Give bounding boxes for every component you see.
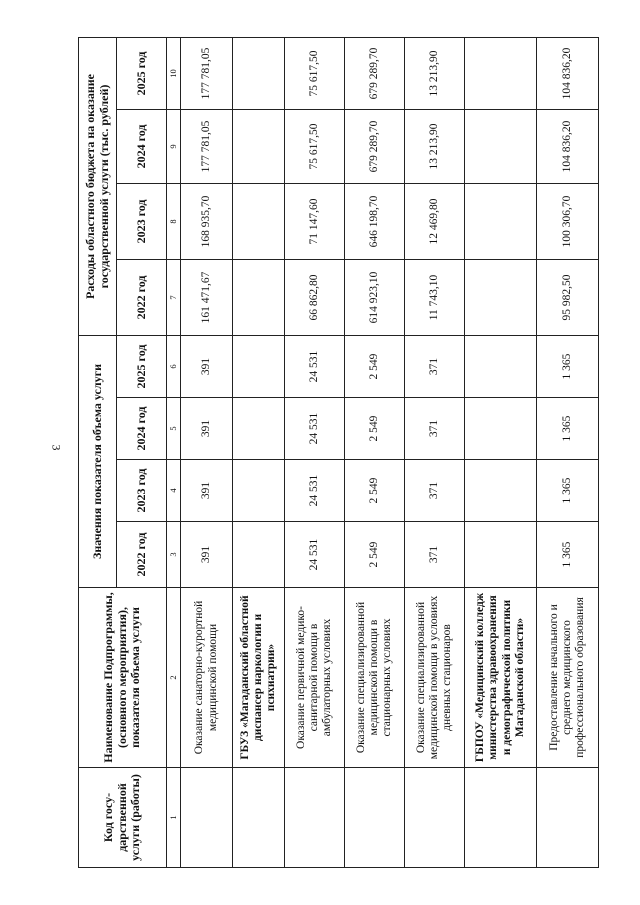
column-number: 6 (167, 335, 181, 397)
column-number: 7 (167, 259, 181, 335)
cell-v2023: 391 (181, 460, 233, 522)
cell-v2022: 24 531 (285, 522, 345, 588)
cell-v2022: 2 549 (345, 522, 405, 588)
cell-name: Предоставление начального и среднего медицинского профессионального образования (537, 588, 599, 768)
cell-b2023: 71 147,60 (285, 183, 345, 259)
column-number: 1 (167, 768, 181, 868)
header-year: 2022 год (117, 259, 167, 335)
column-number: 5 (167, 398, 181, 460)
column-number: 2 (167, 588, 181, 768)
header-year: 2025 год (117, 37, 167, 109)
cell-b2022 (233, 259, 285, 335)
cell-v2022 (465, 522, 537, 588)
table-row (405, 37, 465, 867)
cell-v2025: 2 549 (345, 335, 405, 397)
cell-v2025 (465, 335, 537, 397)
cell-code (233, 768, 285, 868)
cell-b2025: 13 213,90 (405, 37, 465, 109)
page-number: 3 (49, 444, 64, 451)
table-row (465, 37, 537, 867)
cell-b2023 (233, 183, 285, 259)
header-year: 2023 год (117, 460, 167, 522)
cell-b2025: 75 617,50 (285, 37, 345, 109)
cell-b2022: 161 471,67 (181, 259, 233, 335)
cell-b2022: 614 923,10 (345, 259, 405, 335)
table-row (181, 37, 233, 867)
header-year: 2024 год (117, 109, 167, 183)
cell-name: Оказание санаторно-курортной медицинской помощи (181, 588, 233, 768)
column-number: 10 (167, 37, 181, 109)
cell-b2022: 66 862,80 (285, 259, 345, 335)
table-row (233, 37, 285, 867)
cell-v2025 (233, 335, 285, 397)
cell-code (181, 768, 233, 868)
header-name: Наименование Подпрограммы, (основного мероприятия), показателя объема услуги (79, 588, 167, 768)
cell-code (465, 768, 537, 868)
cell-b2024 (465, 109, 537, 183)
cell-code (345, 768, 405, 868)
column-number: 9 (167, 109, 181, 183)
table-body (181, 37, 599, 867)
cell-v2024: 2 549 (345, 398, 405, 460)
cell-b2024: 177 781,05 (181, 109, 233, 183)
cell-b2023: 12 469,80 (405, 183, 465, 259)
cell-v2023 (233, 460, 285, 522)
cell-v2025: 1 365 (537, 335, 599, 397)
table-row (537, 37, 599, 867)
cell-b2025: 679 289,70 (345, 37, 405, 109)
header-year: 2023 год (117, 183, 167, 259)
cell-v2023: 371 (405, 460, 465, 522)
cell-v2024 (233, 398, 285, 460)
table-row (285, 37, 345, 867)
cell-b2024: 75 617,50 (285, 109, 345, 183)
cell-b2023: 168 935,70 (181, 183, 233, 259)
header-code: Код госу-дарственной услуги (работы) (79, 768, 167, 868)
column-number: 8 (167, 183, 181, 259)
cell-v2024: 24 531 (285, 398, 345, 460)
header-year: 2022 год (117, 522, 167, 588)
cell-v2023: 1 365 (537, 460, 599, 522)
cell-v2024: 391 (181, 398, 233, 460)
cell-name: Оказание специализированной медицинской помощи в стационарных условиях (345, 588, 405, 768)
cell-b2023 (465, 183, 537, 259)
cell-b2022: 95 982,50 (537, 259, 599, 335)
cell-v2023 (465, 460, 537, 522)
cell-name: ГБПОУ «Медицинский колледж министерства здравоохранения и демографической политики Магаданской области» (465, 588, 537, 768)
cell-v2023: 2 549 (345, 460, 405, 522)
cell-v2023: 24 531 (285, 460, 345, 522)
cell-name: Оказание специализированной медицинской помощи в условиях дневных стационаров (405, 588, 465, 768)
cell-v2022: 391 (181, 522, 233, 588)
column-number: 3 (167, 522, 181, 588)
cell-name: Оказание первичной медико-санитарной помощи в амбулаторных условиях (285, 588, 345, 768)
cell-b2025 (233, 37, 285, 109)
header-year: 2025 год (117, 335, 167, 397)
cell-code (405, 768, 465, 868)
cell-v2024: 371 (405, 398, 465, 460)
cell-code (537, 768, 599, 868)
cell-name: ГБУЗ «Магаданский областной диспансер наркологии и психиатрии» (233, 588, 285, 768)
cell-v2022 (233, 522, 285, 588)
cell-b2023: 100 306,70 (537, 183, 599, 259)
header-year: 2024 год (117, 398, 167, 460)
cell-v2024: 1 365 (537, 398, 599, 460)
cell-b2024: 104 836,20 (537, 109, 599, 183)
cell-v2024 (465, 398, 537, 460)
header-budget-group: Расходы областного бюджета на оказание государственной услуги (тыс. рублей) (79, 37, 117, 335)
cell-b2025: 177 781,05 (181, 37, 233, 109)
cell-code (285, 768, 345, 868)
cell-v2022: 371 (405, 522, 465, 588)
cell-b2024: 13 213,90 (405, 109, 465, 183)
services-table-wrapper (78, 38, 587, 868)
table-row (345, 37, 405, 867)
cell-v2025: 391 (181, 335, 233, 397)
cell-v2025: 24 531 (285, 335, 345, 397)
cell-v2025: 371 (405, 335, 465, 397)
cell-b2024: 679 289,70 (345, 109, 405, 183)
cell-b2024 (233, 109, 285, 183)
services-table (78, 37, 599, 868)
cell-b2022: 11 743,10 (405, 259, 465, 335)
column-number: 4 (167, 460, 181, 522)
cell-b2025: 104 836,20 (537, 37, 599, 109)
header-volume-group: Значения показателя объема услуги (79, 335, 117, 587)
cell-v2022: 1 365 (537, 522, 599, 588)
cell-b2022 (465, 259, 537, 335)
cell-b2025 (465, 37, 537, 109)
cell-b2023: 646 198,70 (345, 183, 405, 259)
